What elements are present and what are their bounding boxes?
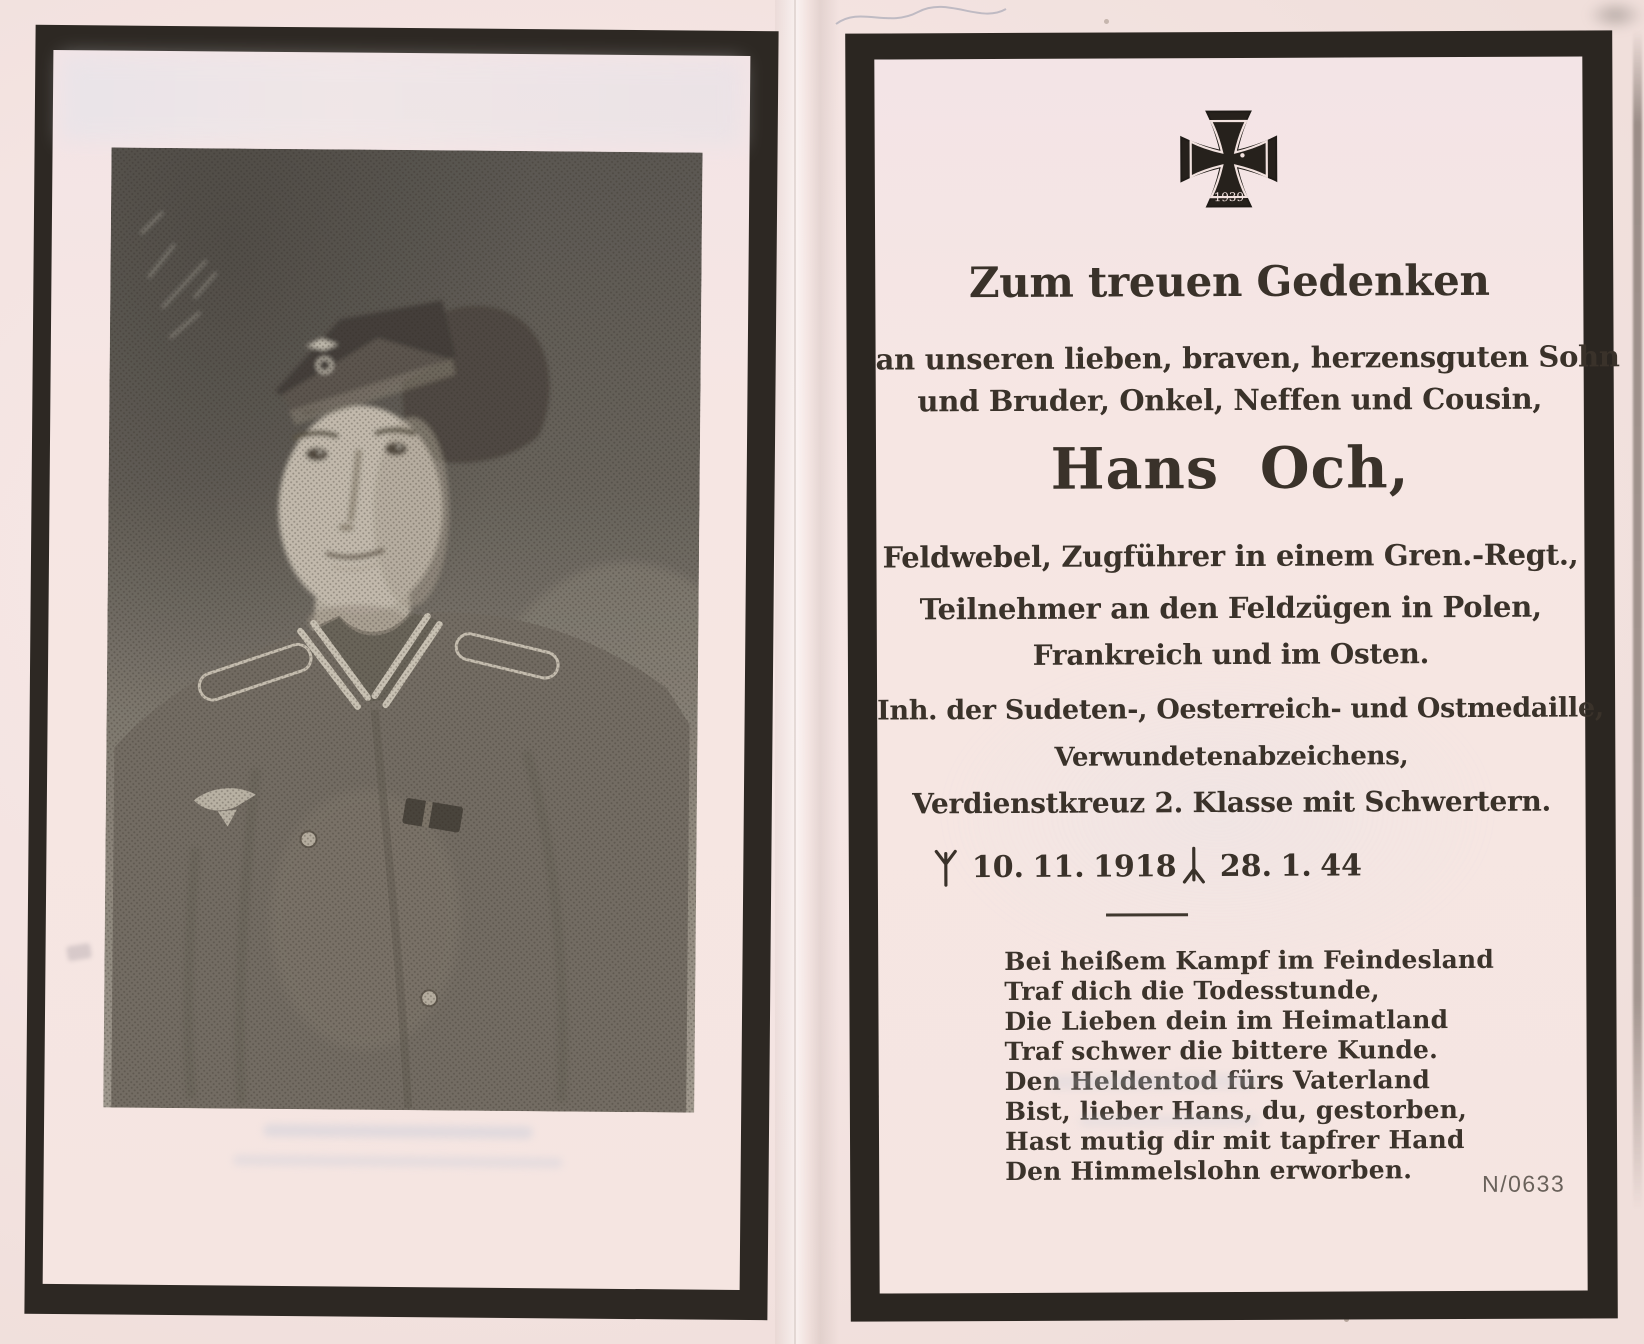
death-date: 28. 1. 44 bbox=[1219, 847, 1363, 884]
campaign-line-1: Teilnehmer an den Feldzügen in Polen, bbox=[919, 589, 1542, 627]
bleed-through-text-line bbox=[233, 1155, 563, 1169]
scan-edge-shadow bbox=[1633, 30, 1642, 1210]
poem-line: Den Heldentod fürs Vaterland bbox=[1004, 1065, 1431, 1096]
right-panel bbox=[845, 30, 1618, 1321]
dedication-line-1: an unseren lieben, braven, herzensguten Sohn bbox=[875, 339, 1620, 377]
poem-line: Hast mutig dir mit tapfrer Hand bbox=[1004, 1124, 1465, 1156]
poem-line: Die Lieben dein im Heimatland bbox=[1004, 1005, 1449, 1036]
bleed-through-ghost bbox=[61, 55, 743, 147]
bleed-through-text-line bbox=[263, 1124, 533, 1139]
poem-line: Den Himmelslohn erworben. bbox=[1005, 1155, 1413, 1186]
divider-rule bbox=[1106, 913, 1188, 916]
awards-line-1: Inh. der Sudeten-, Oesterreich- und Ostmedaille, bbox=[877, 692, 1604, 727]
dedication-line-2: und Bruder, Onkel, Neffen und Cousin, bbox=[917, 381, 1543, 419]
soldier-portrait-photo bbox=[103, 147, 702, 1112]
birth-rune-icon bbox=[933, 847, 959, 887]
bleed-through-text-line bbox=[1049, 1074, 1259, 1090]
birth-date-group bbox=[933, 846, 1177, 887]
death-rune-icon bbox=[1181, 846, 1207, 886]
left-panel bbox=[24, 25, 778, 1320]
memorial-headline: Zum treuen Gedenken bbox=[968, 255, 1490, 308]
rank-line: Feldwebel, Zugführer in einem Gren.-Regt., bbox=[882, 537, 1579, 575]
paper-specks bbox=[0, 0, 3, 3]
pencil-scribble bbox=[830, 2, 1020, 32]
center-fold-crease bbox=[775, 0, 848, 1344]
poem-line: Bei heißem Kampf im Feindesland bbox=[1004, 944, 1495, 976]
iron-cross-1939-icon bbox=[1176, 104, 1282, 216]
margin-smudge bbox=[66, 943, 92, 962]
birth-date: 10. 11. 1918 bbox=[971, 848, 1177, 885]
iron-cross-year: 1939 bbox=[1213, 189, 1245, 205]
awards-line-2: Verwundetenabzeichens, bbox=[1054, 741, 1409, 773]
poem-line: Traf dich die Todesstunde, bbox=[1004, 975, 1380, 1006]
memorial-poem bbox=[1004, 945, 1495, 1187]
awards-line-3: Verdienstkreuz 2. Klasse mit Schwertern. bbox=[912, 784, 1552, 821]
poem-line: Traf schwer die bittere Kunde. bbox=[1004, 1035, 1439, 1066]
life-dates bbox=[878, 844, 1586, 895]
deceased-name: Hans Och, bbox=[1050, 434, 1410, 503]
poem-line: Bist, lieber Hans, du, gestorben, bbox=[1004, 1094, 1468, 1126]
bleed-through-text-line bbox=[1079, 1114, 1259, 1128]
campaign-line-2: Frankreich und im Osten. bbox=[1032, 637, 1430, 672]
print-code: N/0633 bbox=[1481, 1170, 1566, 1197]
portrait-art bbox=[103, 147, 702, 1112]
death-date-group bbox=[1181, 845, 1362, 886]
